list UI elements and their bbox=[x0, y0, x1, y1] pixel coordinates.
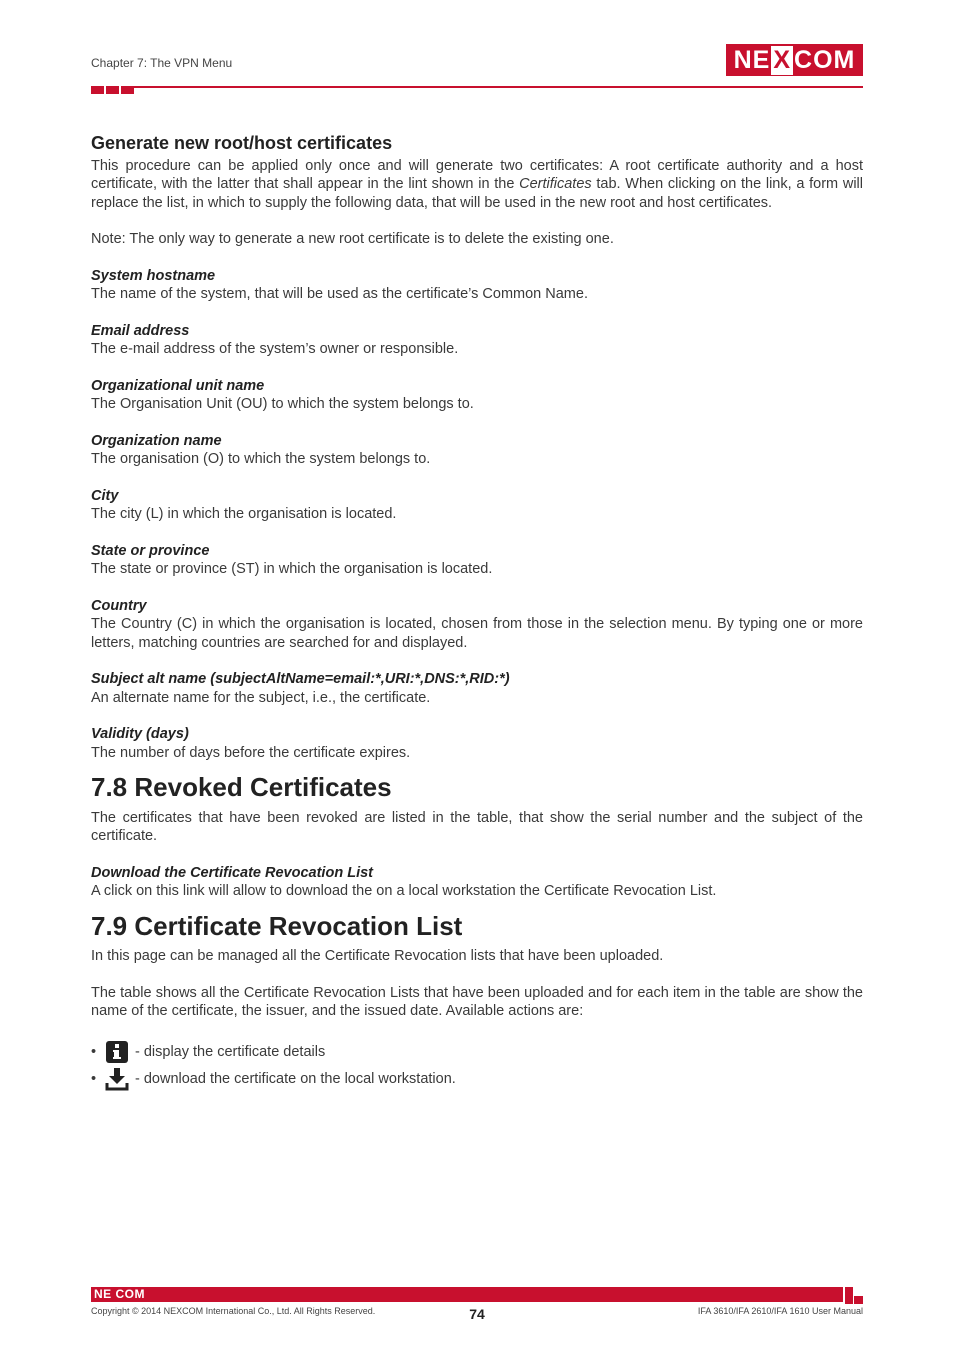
generate-intro: This procedure can be applied only once and will generate two certificates: A root certificate authority and a host certificate, with the latter that shall appear in the lint shown in the Certificates tab. When clicking on the link, a form will replace the list, in which to supply the following data, that will be used in the new root and host certificates. bbox=[91, 157, 863, 211]
copyright: Copyright © 2014 NEXCOM International Co., Ltd. All Rights Reserved. bbox=[91, 1306, 376, 1316]
page-number: 74 bbox=[469, 1306, 485, 1322]
header-rule bbox=[134, 86, 863, 88]
logo-text-mid: X bbox=[773, 45, 792, 74]
info-icon bbox=[105, 1040, 129, 1064]
field-desc: The Country (C) in which the organisation is located, chosen from those in the selection menu. By typing one or more letters, matching countries are searched for and displayed. bbox=[91, 616, 863, 651]
section-title-revoked: 7.8 Revoked Certificates bbox=[91, 772, 392, 802]
field-desc: The Organisation Unit (OU) to which the system belongs to. bbox=[91, 396, 474, 412]
field-desc: The e-mail address of the system’s owner or responsible. bbox=[91, 341, 459, 357]
field-term: Country bbox=[91, 597, 147, 614]
field-desc: The name of the system, that will be used as the certificate’s Common Name. bbox=[91, 286, 588, 302]
page-content bbox=[91, 130, 863, 1093]
logo-text-right: COM bbox=[794, 45, 856, 74]
action-list bbox=[91, 1039, 863, 1093]
field-term: State or province bbox=[91, 542, 210, 559]
manual-title: IFA 3610/IFA 2610/IFA 1610 User Manual bbox=[697, 1306, 863, 1316]
nexcom-logo bbox=[726, 44, 863, 76]
field-term: Organizational unit name bbox=[91, 377, 265, 394]
field-desc: The state or province (ST) in which the organisation is located. bbox=[91, 561, 493, 577]
field-desc: An alternate name for the subject, i.e., the certificate. bbox=[91, 689, 431, 706]
field-term: Organization name bbox=[91, 432, 222, 449]
field-term: Subject alt name (subjectAltName=email:*,URI:*,DNS:*,RID:*) bbox=[91, 671, 510, 687]
field-desc: The city (L) in which the organisation is located. bbox=[91, 506, 397, 522]
revoked-intro: The certificates that have been revoked are listed in the table, that show the serial number and the subject of the certificate. bbox=[91, 809, 863, 844]
footer-bar bbox=[91, 1287, 843, 1302]
field-desc: The organisation (O) to which the system belongs to. bbox=[91, 451, 431, 467]
bullet-dot: • bbox=[91, 1070, 97, 1087]
logo-text-left: NE bbox=[733, 45, 771, 74]
field-term: City bbox=[91, 487, 119, 504]
bullet-text: - display the certificate details bbox=[135, 1043, 326, 1060]
footer-logo: NE COM bbox=[94, 1287, 145, 1301]
download-icon bbox=[105, 1067, 129, 1091]
bullet-text: - download the certificate on the local workstation. bbox=[135, 1070, 456, 1087]
revoked-desc: A click on this link will allow to download the on a local workstation the Certificate Revocation List. bbox=[91, 883, 717, 899]
footer-squares-icon bbox=[845, 1287, 863, 1304]
field-term: Validity (days) bbox=[91, 726, 189, 742]
generate-title: Generate new root/host certificates bbox=[91, 133, 393, 153]
header-blocks bbox=[91, 86, 134, 94]
crl-p1: In this page can be managed all the Certificate Revocation lists that have been uploaded. bbox=[91, 948, 664, 964]
bullet-dot: • bbox=[91, 1043, 97, 1060]
revoked-term: Download the Certificate Revocation List bbox=[91, 864, 373, 881]
section-title-crl: 7.9 Certificate Revocation List bbox=[91, 910, 463, 941]
field-desc: The number of days before the certificate expires. bbox=[91, 744, 411, 761]
crl-p2: The table shows all the Certificate Revocation Lists that have been uploaded and for each item in the table are show the name of the certificate, the issuer, and the issued date. Available actions are: bbox=[91, 984, 863, 1019]
list-item bbox=[91, 1066, 863, 1093]
generate-note: Note: The only way to generate a new root certificate is to delete the existing one. bbox=[91, 231, 614, 247]
field-term: System hostname bbox=[91, 267, 216, 284]
list-item bbox=[91, 1039, 863, 1066]
chapter-heading: Chapter 7: The VPN Menu bbox=[91, 56, 233, 70]
field-term: Email address bbox=[91, 322, 190, 339]
